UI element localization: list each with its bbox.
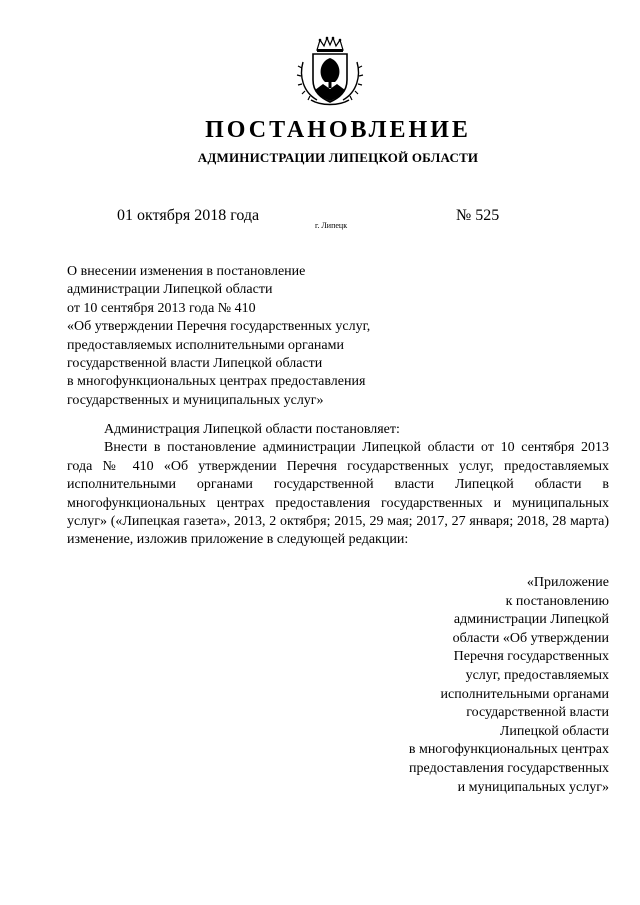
document-body <box>67 421 609 550</box>
appendix-line: исполнительными органами <box>440 686 609 702</box>
subject-line: О внесении изменения в постановление <box>67 264 306 279</box>
document-city: г. Липецк <box>315 221 348 230</box>
body-intro: Администрация Липецкой области постановляет: <box>104 422 400 437</box>
document-subtitle: АДМИНИСТРАЦИИ ЛИПЕЦКОЙ ОБЛАСТИ <box>197 150 479 165</box>
appendix-line: Липецкой области <box>499 723 609 739</box>
appendix-line: «Приложение <box>526 575 609 590</box>
appendix-line: государственной власти <box>466 705 609 721</box>
appendix-line: предоставления государственных <box>409 760 609 776</box>
appendix-heading <box>369 574 609 797</box>
document-number: № 525 <box>456 207 500 224</box>
appendix-line: области «Об утверждении <box>452 630 609 646</box>
subject-line: от 10 сентября 2013 года № 410 <box>67 300 256 316</box>
document-subject <box>67 263 427 410</box>
appendix-line: администрации Липецкой <box>453 612 609 628</box>
subject-line: государственных и муниципальных услуг» <box>67 392 324 408</box>
subject-line: в многофункциональных центрах предоставления <box>67 374 366 390</box>
coat-of-arms-icon <box>295 36 365 108</box>
document-title: ПОСТАНОВЛЕНИЕ <box>205 117 471 143</box>
appendix-line: Перечня государственных <box>453 649 609 665</box>
appendix-line: к постановлению <box>505 593 609 609</box>
appendix-line: услуг, предоставляемых <box>465 667 609 683</box>
subject-line: государственной власти Липецкой области <box>67 356 323 372</box>
document-date: 01 октября 2018 года <box>117 207 260 224</box>
subject-line: администрации Липецкой области <box>67 282 273 298</box>
body-paragraph: Внести в постановление администрации Липецкой области от 10 сентября 2013 года № 410 «Об утверждении Перечня государственных услуг, предоставляемых исполнительными органами государственной власти Липецкой области в многофункциональных центрах предоставления государственных и муниципальных услуг» («Липецкая газета», 2013, 2 октября; 2015, 29 мая; 2017, 27 января; 2018, 28 марта) изменение, изложив приложение в следующей редакции: <box>67 440 609 548</box>
appendix-line: в многофункциональных центрах <box>408 742 609 758</box>
appendix-line: и муниципальных услуг» <box>457 779 609 795</box>
subject-line: «Об утверждении Перечня государственных услуг, <box>67 319 371 335</box>
subject-line: предоставляемых исполнительными органами <box>67 337 344 353</box>
